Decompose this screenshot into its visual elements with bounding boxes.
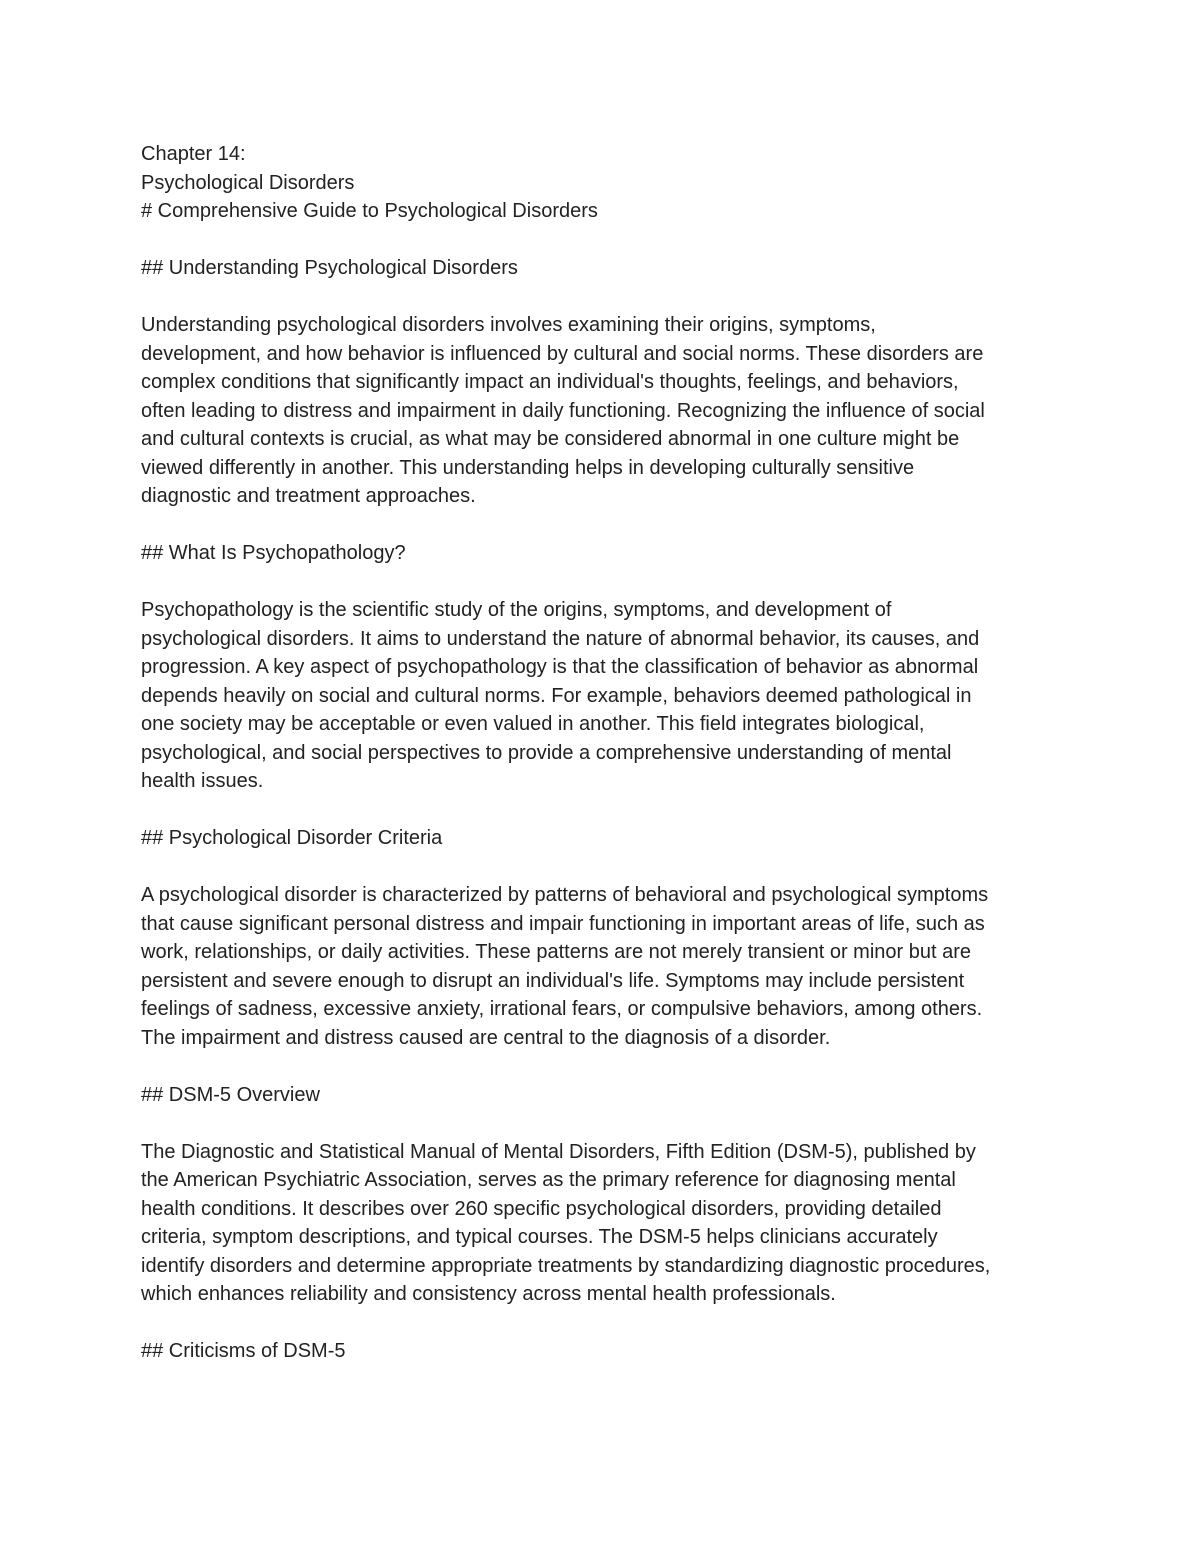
paragraph-line: health issues. xyxy=(141,770,264,792)
section-heading: ## DSM-5 Overview xyxy=(141,1083,320,1106)
paragraph-line: often leading to distress and impairment in daily functioning. Recognizing the influence of social xyxy=(141,399,985,422)
paragraph-line: The impairment and distress caused are central to the diagnosis of a disorder. xyxy=(141,1026,831,1049)
paragraph-line: viewed differently in another. This understanding helps in developing culturally sensitive xyxy=(141,456,915,479)
paragraph-line: development, and how behavior is influenced by cultural and social norms. These disorders are xyxy=(141,342,984,365)
guide-title: # Comprehensive Guide to Psychological Disorders xyxy=(141,200,598,222)
paragraph-line: work, relationships, or daily activities. These patterns are not merely transient or minor but are xyxy=(141,941,971,963)
chapter-title: Psychological Disorders xyxy=(141,171,355,194)
section-heading: ## Criticisms of DSM-5 xyxy=(141,1340,346,1362)
chapter-number: Chapter 14: xyxy=(141,143,246,165)
paragraph-line: Psychopathology is the scientific study of the origins, symptoms, and development of xyxy=(141,599,892,621)
spacer xyxy=(141,226,1071,255)
document-body xyxy=(141,140,1071,1366)
spacer xyxy=(141,853,1071,882)
spacer xyxy=(141,283,1071,312)
spacer xyxy=(141,1309,1071,1338)
paragraph-line: feelings of sadness, excessive anxiety, irrational fears, or compulsive behaviors, among others. xyxy=(141,998,983,1020)
spacer xyxy=(141,511,1071,540)
paragraph-line: and cultural contexts is crucial, as what may be considered abnormal in one culture might be xyxy=(141,428,960,450)
section-heading: ## What Is Psychopathology? xyxy=(141,542,406,564)
paragraph-line: diagnostic and treatment approaches. xyxy=(141,485,476,507)
section-heading: ## Understanding Psychological Disorders xyxy=(141,257,518,279)
section-paragraph xyxy=(141,1138,1071,1309)
paragraph-line: psychological, and social perspectives to provide a comprehensive understanding of mental xyxy=(141,741,952,764)
document-header xyxy=(141,140,1071,226)
spacer xyxy=(141,796,1071,825)
section-paragraph xyxy=(141,596,1071,796)
paragraph-line: A psychological disorder is characterized by patterns of behavioral and psychological symptoms xyxy=(141,884,989,906)
paragraph-line: progression. A key aspect of psychopathology is that the classification of behavior as abnormal xyxy=(141,656,979,678)
section-dsm5-overview xyxy=(141,1081,1071,1309)
paragraph-line: which enhances reliability and consistency across mental health professionals. xyxy=(141,1283,836,1305)
section-dsm5-criticisms xyxy=(141,1337,1071,1366)
paragraph-line: criteria, symptom descriptions, and typical courses. The DSM-5 helps clinicians accurately xyxy=(141,1226,938,1248)
section-heading: ## Psychological Disorder Criteria xyxy=(141,827,443,849)
paragraph-line: Understanding psychological disorders involves examining their origins, symptoms, xyxy=(141,314,876,336)
spacer xyxy=(141,1052,1071,1081)
paragraph-line: the American Psychiatric Association, serves as the primary reference for diagnosing mental xyxy=(141,1169,956,1191)
paragraph-line: The Diagnostic and Statistical Manual of Mental Disorders, Fifth Edition (DSM-5), published by xyxy=(141,1140,976,1163)
section-psychopathology xyxy=(141,539,1071,796)
paragraph-line: that cause significant personal distress and impair functioning in important areas of life, such as xyxy=(141,912,985,935)
section-paragraph xyxy=(141,311,1071,511)
paragraph-line: depends heavily on social and cultural norms. For example, behaviors deemed pathological in xyxy=(141,684,972,707)
spacer xyxy=(141,1109,1071,1138)
paragraph-line: identify disorders and determine appropriate treatments by standardizing diagnostic procedures, xyxy=(141,1254,991,1277)
section-paragraph xyxy=(141,881,1071,1052)
paragraph-line: psychological disorders. It aims to understand the nature of abnormal behavior, its causes, and xyxy=(141,627,980,650)
paragraph-line: health conditions. It describes over 260 specific psychological disorders, providing detailed xyxy=(141,1197,942,1220)
spacer xyxy=(141,568,1071,597)
paragraph-line: one society may be acceptable or even valued in another. This field integrates biological, xyxy=(141,713,925,735)
paragraph-line: complex conditions that significantly impact an individual's thoughts, feelings, and behaviors, xyxy=(141,371,959,393)
section-disorder-criteria xyxy=(141,824,1071,1052)
paragraph-line: persistent and severe enough to disrupt an individual's life. Symptoms may include persistent xyxy=(141,969,965,992)
section-understanding xyxy=(141,254,1071,511)
